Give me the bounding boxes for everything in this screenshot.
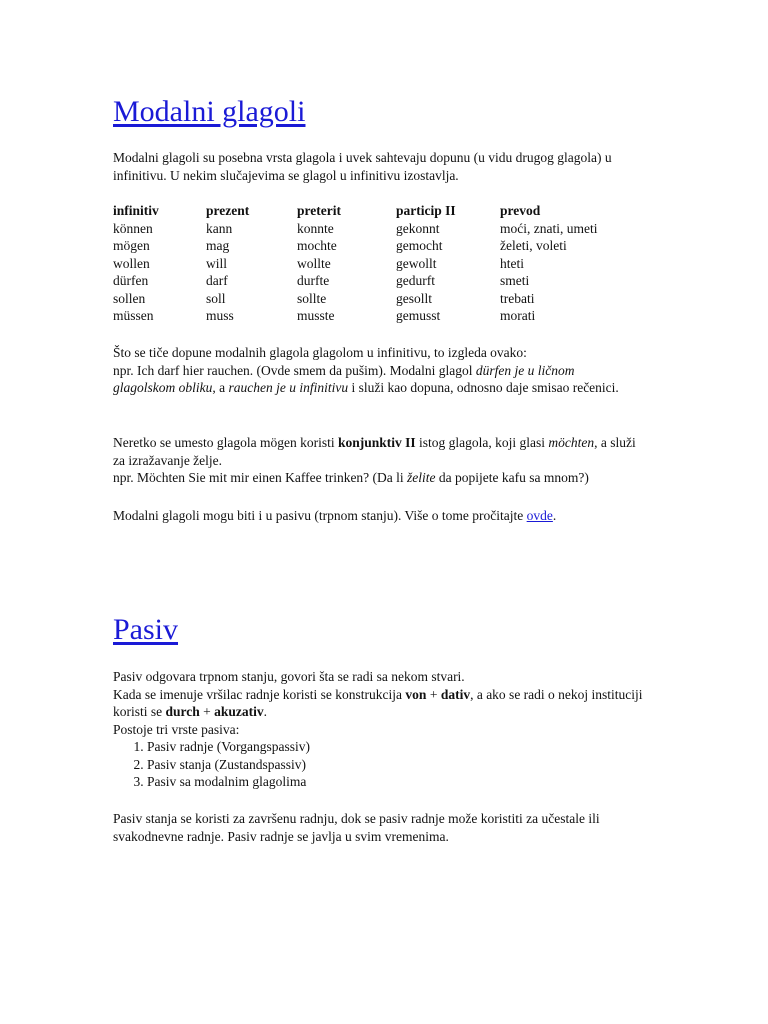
list-item: 2. Pasiv stanja (Zustandspassiv) — [147, 756, 653, 774]
modal-verbs-table — [113, 202, 650, 325]
passive-reference-paragraph — [113, 507, 653, 525]
header-preterit: preterit — [297, 203, 341, 218]
paragraph-line: Postoje tri vrste pasiva: — [113, 721, 240, 737]
text-run: npr. Ich darf hier rauchen. (Ovde smem da pušim). Modalni glagol — [113, 362, 476, 378]
table-cell: trebati — [500, 290, 535, 306]
table-cell: hteti — [500, 255, 524, 271]
section-title-modalni-glagoli: Modalni glagoli — [113, 95, 306, 128]
table-cell: wollte — [297, 255, 331, 271]
ovde-link[interactable]: ovde — [526, 508, 553, 523]
text-run: , a — [212, 380, 229, 395]
bold-text: durch — [165, 704, 200, 719]
paragraph-line: Pasiv odgovara trpnom stanju, govori šta se radi sa nekom stvari. — [113, 669, 465, 684]
infinitive-complement-paragraph — [113, 344, 625, 397]
italic-text: möchten — [548, 435, 595, 450]
table-row — [113, 290, 650, 308]
bold-text: dativ — [440, 686, 471, 702]
text-run: , a služi za izražavanje želje. — [113, 435, 636, 468]
table-row — [113, 237, 650, 255]
header-prevod: prevod — [500, 203, 541, 218]
text-run: i služi kao dopuna, odnosno daje smisao rečenici. — [348, 380, 619, 395]
header-infinitiv: infinitiv — [113, 203, 159, 218]
table-cell: soll — [206, 290, 226, 306]
bold-text: konjunktiv II — [337, 435, 416, 450]
konjunktiv-paragraph — [113, 434, 643, 487]
table-cell: können — [113, 220, 153, 236]
text-run: . — [552, 508, 557, 523]
paragraph-text — [113, 469, 643, 487]
table-cell: konnte — [297, 220, 334, 236]
table-cell: musste — [297, 308, 335, 323]
table-cell: smeti — [500, 273, 530, 288]
passive-types-list — [113, 738, 653, 791]
text-run: npr. Möchten Sie mit mir einen Kaffee trinken? (Da li — [113, 470, 408, 485]
text-run: + — [426, 686, 441, 702]
text-run: + — [199, 704, 215, 719]
italic-text: želite — [407, 470, 436, 485]
paragraph-text — [113, 362, 625, 397]
italic-text: rauchen je u infinitivu — [228, 380, 349, 395]
list-item: 3. Pasiv sa modalnim glagolima — [147, 773, 653, 791]
paragraph-text — [113, 434, 643, 469]
text-run: . — [263, 704, 268, 719]
table-cell: müssen — [113, 308, 154, 323]
text-run: Neretko se umesto glagola mögen koristi — [113, 435, 338, 450]
table-row — [113, 220, 650, 238]
table-row — [113, 255, 650, 273]
paragraph-text — [113, 686, 653, 721]
section-title-pasiv: Pasiv — [113, 613, 179, 646]
table-row — [113, 307, 650, 325]
intro-text: Modalni glagoli su posebna vrsta glagola i uvek sahtevaju dopunu (u vidu drugog glagola) u infinitivu. U nekim slučajevima se glagol u infinitivu izostavlja. — [113, 150, 612, 183]
table-cell: gemusst — [396, 308, 441, 323]
table-cell: gedurft — [396, 273, 435, 288]
list-item: 1. Pasiv radnje (Vorgangspassiv) — [147, 738, 653, 756]
table-cell: sollen — [113, 290, 146, 306]
text-run: Modalni glagoli mogu biti i u pasivu (trpnom stanju). Više o tome pročitajte — [113, 508, 527, 523]
italic-text: dürfen je u ličnom glagolskom obliku — [113, 362, 575, 395]
table-cell: sollte — [297, 290, 327, 306]
table-cell: darf — [206, 273, 228, 288]
header-prezent: prezent — [206, 203, 250, 218]
paragraph-text — [113, 507, 653, 525]
table-header-row — [113, 202, 650, 220]
text-run: Kada se imenuje vršilac radnje koristi se konstrukcija — [113, 686, 406, 702]
paragraph-text: Pasiv stanja se koristi za završenu radnju, dok se pasiv radnje može koristiti za učestale ili svakodnevne radnje. Pasiv radnje se javlja u svim vremenima. — [113, 811, 600, 844]
text-run: , a ako se radi o nekoj instituciji koristi se — [113, 686, 643, 719]
pasiv-usage-paragraph — [113, 810, 648, 845]
table-cell: kann — [206, 220, 233, 236]
table-cell: gemocht — [396, 238, 443, 253]
text-run: istog glagola, koji glasi — [415, 435, 549, 450]
table-cell: wollen — [113, 255, 150, 271]
table-cell: gewollt — [396, 255, 437, 271]
table-cell: želeti, voleti — [500, 238, 567, 253]
intro-paragraph — [113, 149, 613, 184]
table-cell: dürfen — [113, 273, 149, 288]
table-cell: mag — [206, 238, 230, 253]
header-particip: particip II — [396, 203, 456, 218]
pasiv-intro-paragraph — [113, 668, 653, 791]
table-cell: gekonnt — [396, 220, 440, 236]
table-row — [113, 272, 650, 290]
table-cell: moći, znati, umeti — [500, 220, 598, 236]
table-cell: morati — [500, 308, 536, 323]
paragraph-line: Što se tiče dopune modalnih glagola glagolom u infinitivu, to izgleda ovako: — [113, 345, 527, 360]
bold-text: akuzativ — [214, 704, 264, 719]
table-cell: mochte — [297, 238, 337, 253]
table-cell: muss — [206, 308, 234, 323]
text-run: da popijete kafu sa mnom?) — [435, 470, 589, 485]
table-cell: gesollt — [396, 290, 432, 306]
table-cell: durfte — [297, 273, 330, 288]
table-cell: mögen — [113, 238, 150, 253]
bold-text: von — [405, 686, 427, 702]
verb-table-block — [113, 202, 653, 325]
table-cell: will — [206, 255, 228, 271]
